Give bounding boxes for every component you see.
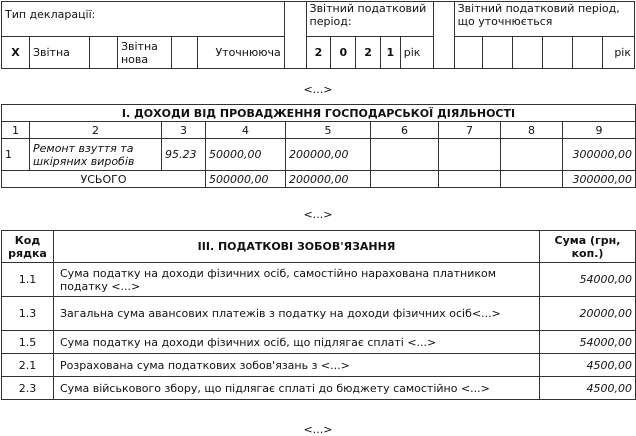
spacer-cell [433,2,454,69]
row-code: 2.1 [2,354,54,377]
omission-marker: <...> [303,83,333,96]
income-column-9: 300000,00 [563,139,636,171]
total-column-6 [371,171,439,188]
clarified-period-label: Звітний податковий період, що уточнюється [454,2,634,37]
column-number: 7 [439,122,501,139]
row-amount: 4500,00 [540,354,636,377]
row-code: 1.1 [2,263,54,297]
table-row [2,377,636,400]
row-amount: 54000,00 [540,263,636,297]
income-section-title: І. ДОХОДИ ВІД ПРОВАДЖЕННЯ ГОСПОДАРСЬКОЇ ДІЯЛЬНОСТІ [2,105,636,122]
type-new-reporting-label: Звітна нова [117,37,171,69]
income-column-8 [501,139,563,171]
row-code: 1.3 [2,297,54,331]
row-amount: 54000,00 [540,331,636,354]
row-description: Розрахована сума податкових зобов'язань з <...> [54,354,540,377]
table-row [2,297,636,331]
omission-marker: <...> [303,423,333,436]
reporting-period-label: Звітний податковий період: [306,2,433,37]
column-number: 6 [371,122,439,139]
type-reporting-label: Звітна [29,37,89,69]
column-number: 4 [206,122,286,139]
column-number: 1 [2,122,30,139]
year-label: рік [400,37,433,69]
row-description: Сума податку на доходи фізичних осіб, що підлягає сплаті <...> [54,331,540,354]
column-number: 5 [286,122,371,139]
tax-section-title: ІІІ. ПОДАТКОВІ ЗОБОВ'ЯЗАННЯ [54,231,540,263]
column-number: 8 [501,122,563,139]
declaration-type-label: Тип декларації: [2,2,285,37]
clarified-year-digit[interactable] [572,37,602,69]
code-column-header: Код рядка [2,231,54,263]
tax-liabilities-table [1,230,636,400]
omission-marker: <...> [303,208,333,221]
sum-column-header: Сума (грн, коп.) [540,231,636,263]
row-description: Сума податку на доходи фізичних осіб, самостійно нарахована платником податку <...> [54,263,540,297]
column-number: 3 [162,122,206,139]
row-description: Загальна сума авансових платежів з податку на доходи фізичних осіб<...> [54,297,540,331]
table-row [2,139,636,171]
total-column-7 [439,171,501,188]
row-code: 1.5 [2,331,54,354]
column-number: 2 [30,122,162,139]
income-column-7 [439,139,501,171]
income-column-6 [371,139,439,171]
clarified-year-digit[interactable] [482,37,512,69]
row-description: Сума військового збору, що підлягає сплаті до бюджету самостійно <...> [54,377,540,400]
column-number: 9 [563,122,636,139]
total-column-4: 500000,00 [206,171,286,188]
total-row [2,171,636,188]
total-column-9: 300000,00 [563,171,636,188]
year-digit[interactable]: 2 [356,37,381,69]
row-code: 2.3 [2,377,54,400]
year-digit[interactable]: 2 [306,37,331,69]
total-column-5: 200000,00 [286,171,371,188]
total-label: УСЬОГО [2,171,206,188]
type-clarifying-label: Уточнююча [197,37,284,69]
table-row [2,331,636,354]
new-reporting-checkbox[interactable] [90,37,118,69]
year-digit[interactable]: 1 [381,37,401,69]
row-amount: 4500,00 [540,377,636,400]
clarified-year-digit[interactable] [512,37,542,69]
reporting-checkbox[interactable]: X [2,37,30,69]
spacer-cell [284,2,306,69]
income-column-4: 50000,00 [206,139,286,171]
table-row [2,354,636,377]
clarified-year-label: рік [602,37,634,69]
clarifying-checkbox[interactable] [171,37,197,69]
activity-code: 95.23 [162,139,206,171]
year-digit[interactable]: 0 [331,37,356,69]
income-column-5: 200000,00 [286,139,371,171]
clarified-year-digit[interactable] [542,37,572,69]
income-table [1,104,636,188]
activity-name: Ремонт взуття та шкіряних виробів [30,139,162,171]
table-row [2,263,636,297]
total-column-8 [501,171,563,188]
row-number: 1 [2,139,30,171]
clarified-year-digit[interactable] [454,37,482,69]
declaration-type-table [1,1,635,69]
row-amount: 20000,00 [540,297,636,331]
